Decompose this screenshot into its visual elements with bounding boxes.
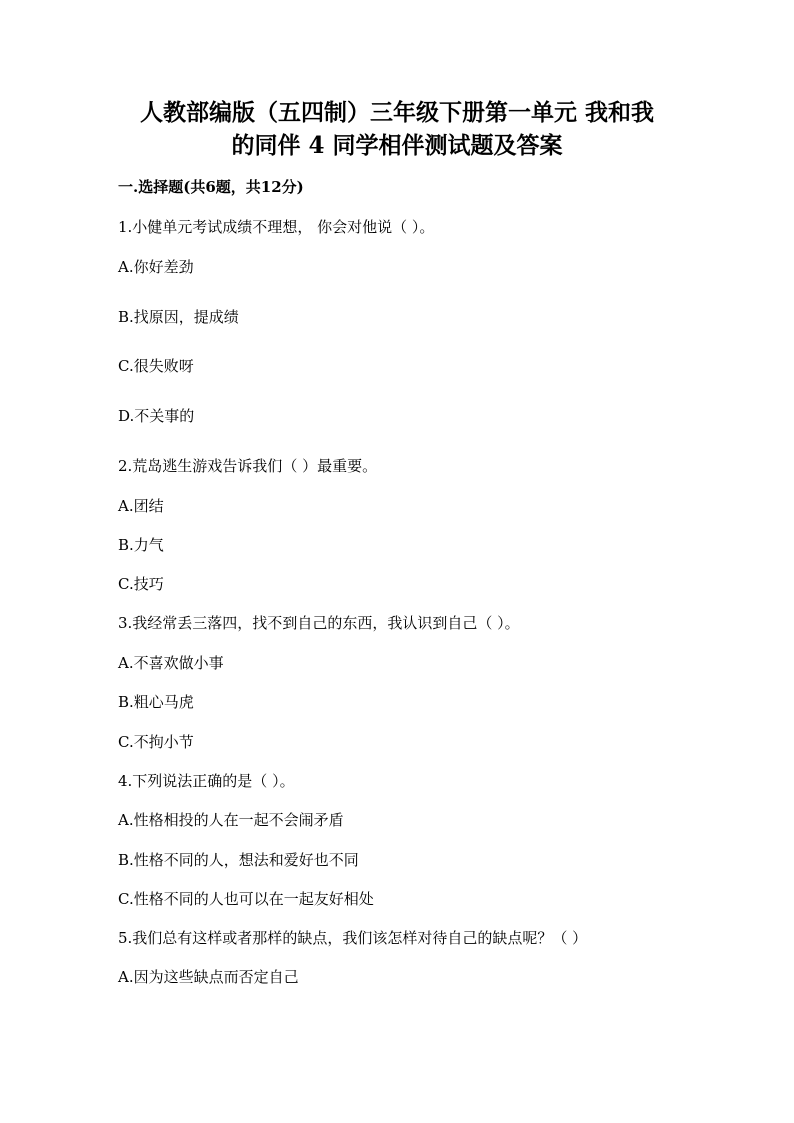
- page-title-line-1: 人教部编版（五四制）三年级下册第一单元 我和我: [139, 99, 654, 126]
- question-3-option-c: C.不拘小节: [118, 733, 194, 751]
- question-4-option-c: C.性格不同的人也可以在一起友好相处: [118, 890, 374, 908]
- question-2-option-b: B.力气: [118, 536, 164, 554]
- question-2-option-a: A.团结: [118, 497, 164, 515]
- page-title-line-2: 的同伴 4 同学相伴测试题及答案: [231, 132, 563, 159]
- question-2-option-c: C.技巧: [118, 575, 164, 593]
- question-5-stem: 5.我们总有这样或者那样的缺点，我们该怎样对待自己的缺点呢？（ ）: [118, 929, 588, 947]
- question-4-option-b: B.性格不同的人，想法和爱好也不同: [118, 851, 359, 869]
- question-2-stem: 2.荒岛逃生游戏告诉我们（ ）最重要。: [118, 457, 378, 475]
- question-4-stem: 4.下列说法正确的是（ ）。: [118, 772, 295, 790]
- question-1-option-a: A.你好差劲: [118, 258, 194, 276]
- section-heading: 一.选择题(共6题，共12分): [118, 178, 304, 196]
- question-1-option-b: B.找原因，提成绩: [118, 308, 239, 326]
- question-1-option-d: D.不关事的: [118, 407, 195, 425]
- question-1-option-c: C.很失败呀: [118, 357, 194, 375]
- question-5-option-a: A.因为这些缺点而否定自己: [118, 968, 299, 986]
- question-1-stem: 1.小健单元考试成绩不理想， 你会对他说（ ）。: [118, 218, 435, 236]
- question-3-stem: 3.我经常丢三落四，找不到自己的东西，我认识到自己（ ）。: [118, 614, 520, 632]
- question-4-option-a: A.性格相投的人在一起不会闹矛盾: [118, 811, 344, 829]
- question-3-option-b: B.粗心马虎: [118, 693, 194, 711]
- question-3-option-a: A.不喜欢做小事: [118, 654, 224, 672]
